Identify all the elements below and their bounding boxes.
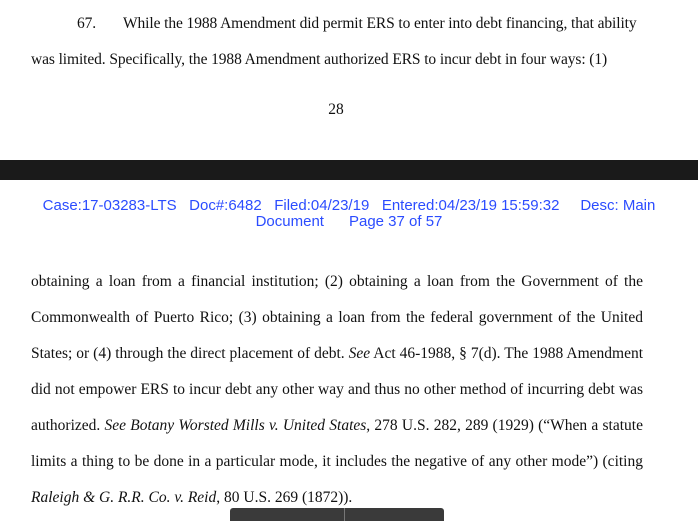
paragraph-67-line-2: was limited. Specifically, the 1988 Amendment authorized ERS to incur debt in four ways: (1) [31,51,608,68]
toolbar-separator [344,508,345,521]
body-line-2: Commonwealth of Puerto Rico; (3) obtaining a loan from the federal government of the United [31,309,643,326]
entered-date: Entered:04/23/19 15:59:32 [381,197,560,214]
body-line-4: did not empower ERS to incur debt any other way and thus no other method of incurring debt was [31,381,643,398]
ecf-header [0,198,698,230]
paragraph-number: 67. [77,15,97,32]
ecf-header-line-1 [0,198,698,214]
viewer-toolbar[interactable] [230,508,444,521]
case-citation-botany: See Botany Worsted Mills v. United States [104,417,367,434]
description: Desc: Main [580,197,656,214]
signal-see: See [348,345,371,362]
doc-number: Doc#:6482 [189,197,262,214]
ecf-header-line-2 [0,214,698,230]
page-number: 28 [328,101,344,118]
page-divider [0,160,698,180]
case-citation-raleigh: Raleigh & G. R.R. Co. v. Reid [31,489,217,506]
page-of: Page 37 of 57 [348,213,443,230]
filed-date: Filed:04/23/19 [274,197,370,214]
case-number: Case:17-03283-LTS [42,197,177,214]
paragraph-67-line-1: 67. While the 1988 Amendment did permit ERS to enter into debt financing, that ability [77,15,637,32]
body-line-7: Raleigh & G. R.R. Co. v. Reid, 80 U.S. 269 (1872)). [31,489,353,506]
body-line-1: obtaining a loan from a financial institution; (2) obtaining a loan from the Government of the [31,273,643,290]
body-line-5: authorized. See Botany Worsted Mills v. United States, 278 U.S. 282, 289 (1929) (“When a statute [31,417,643,434]
previous-page-fragment [0,0,698,167]
body-line-3: States; or (4) through the direct placement of debt. See Act 46-1988, § 7(d). The 1988 Amendment [31,345,644,362]
body-line-6: limits a thing to be done in a particular mode, it includes the negative of any other mode”) (citing [31,453,643,470]
document-label: Document [255,213,324,230]
